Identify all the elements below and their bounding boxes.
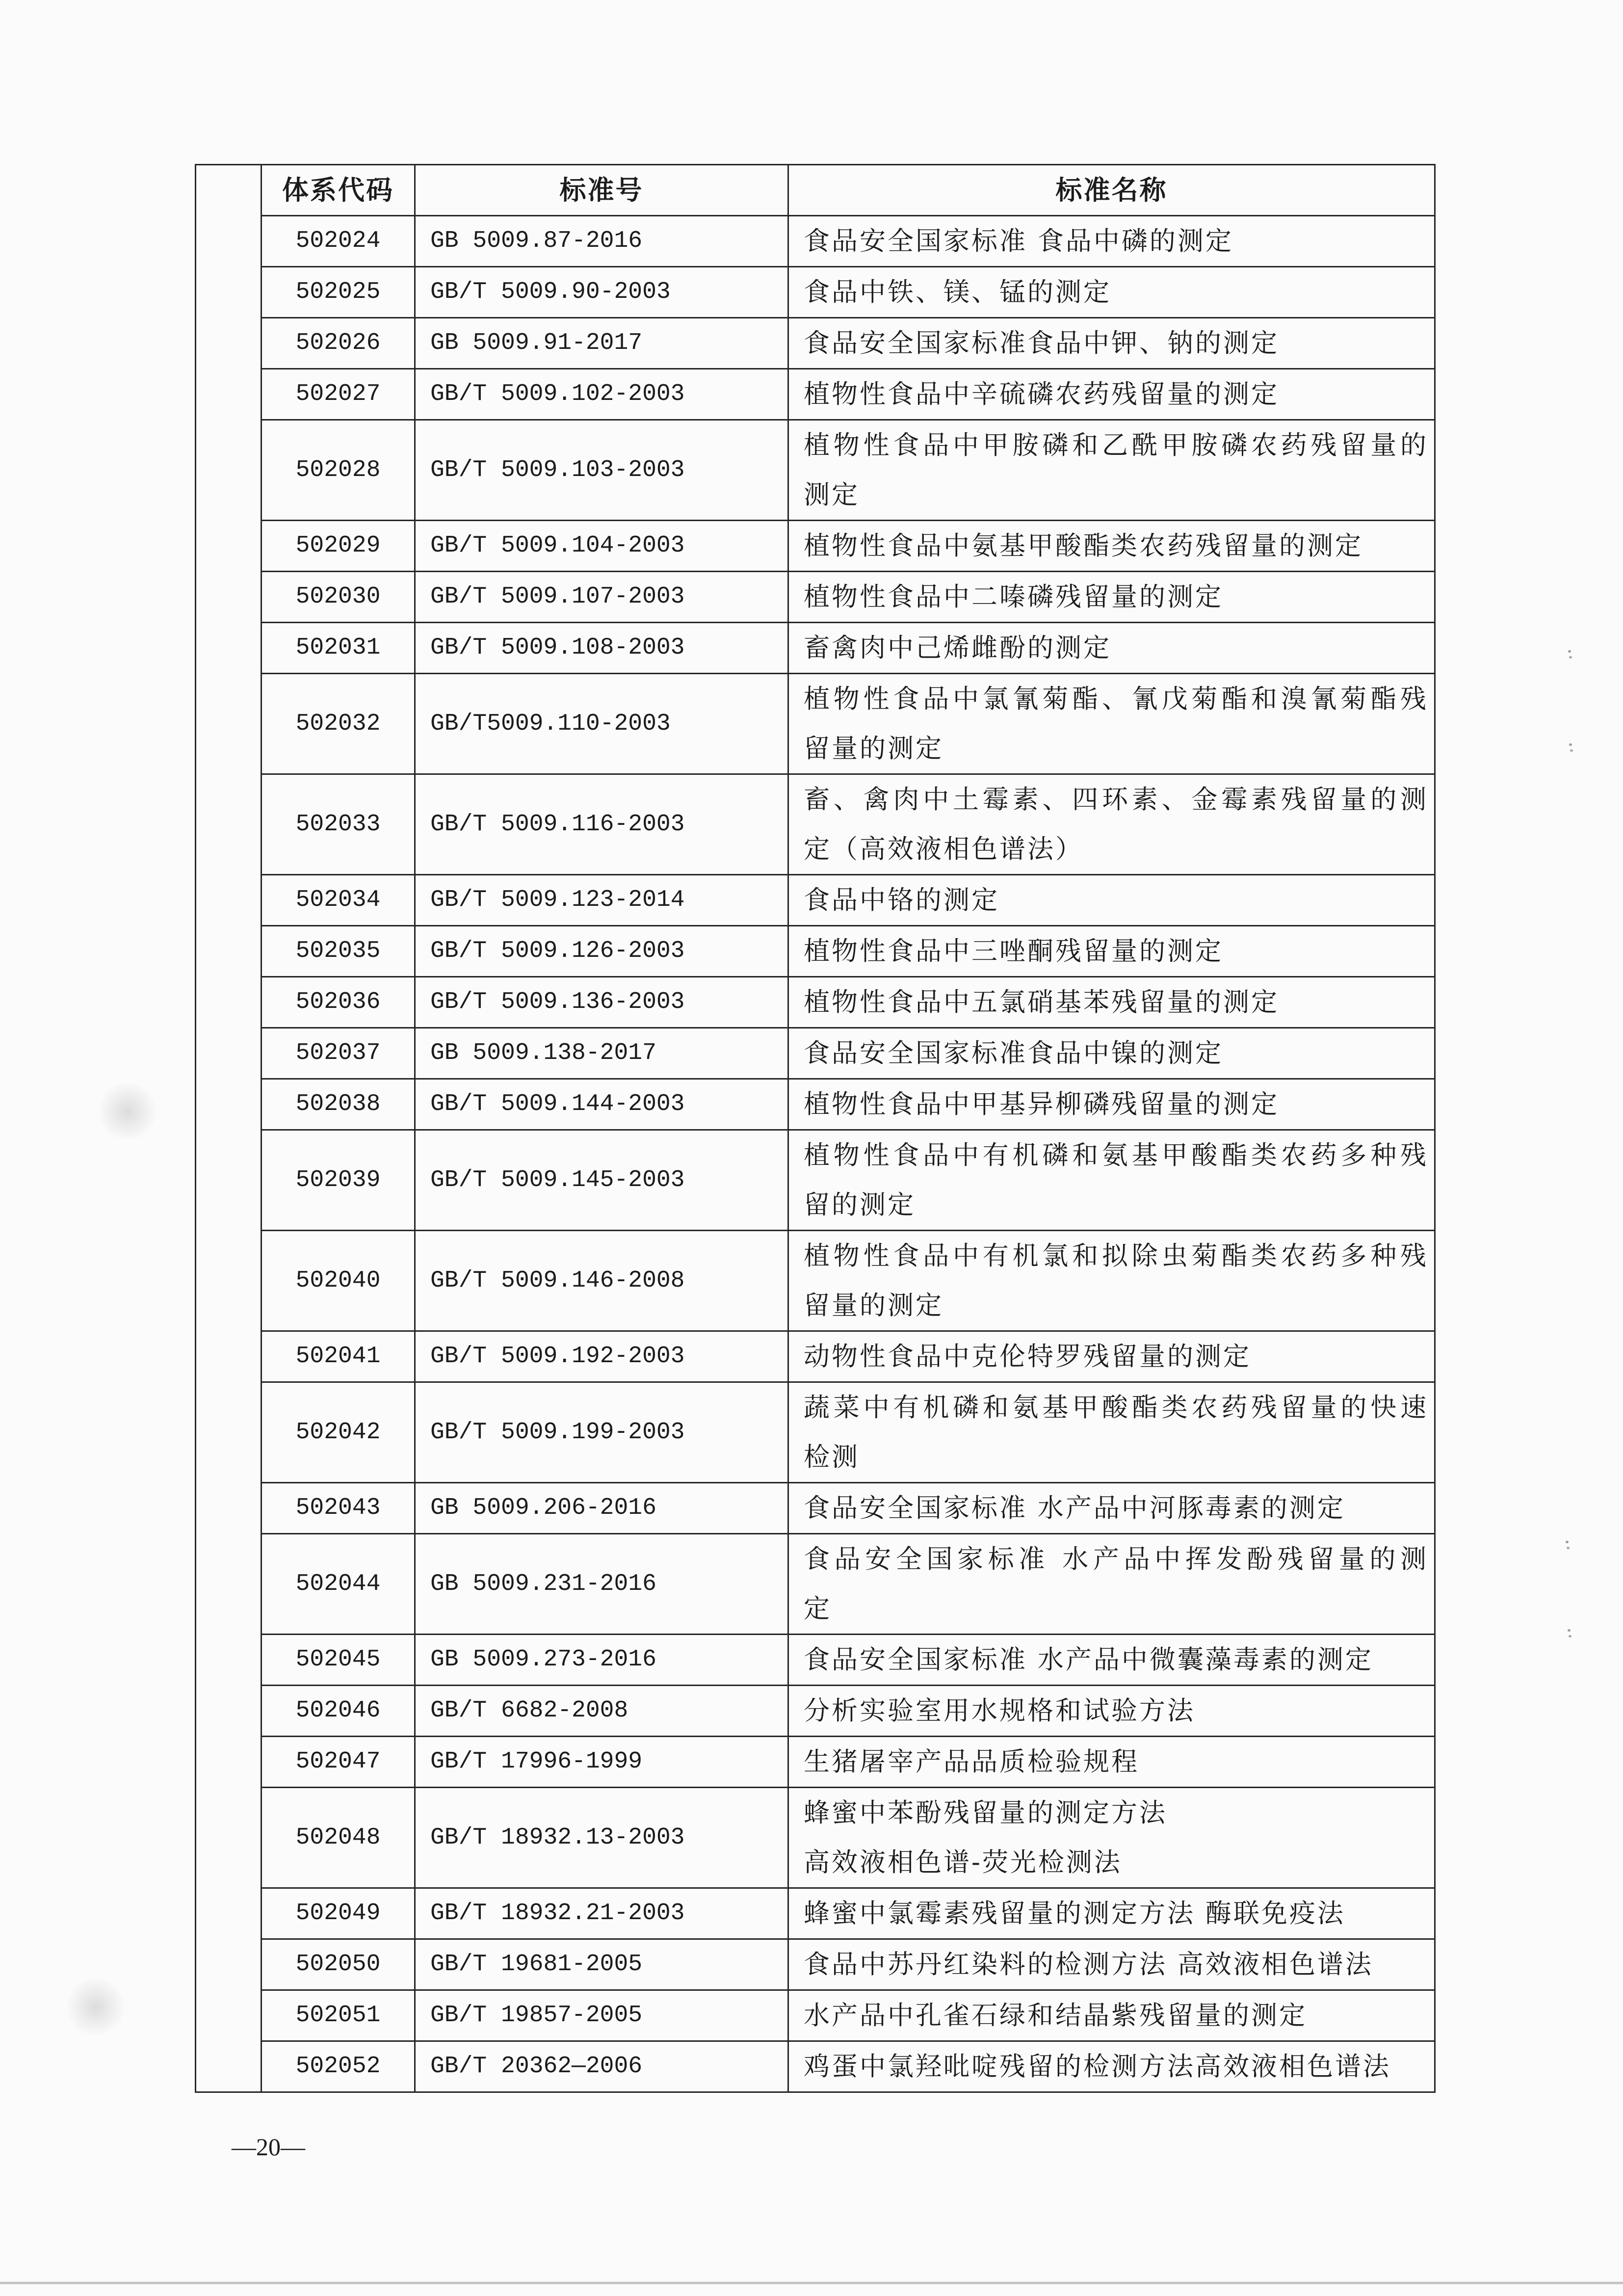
- system-code-cell: 502025: [262, 267, 415, 318]
- table-row: [196, 1130, 1435, 1231]
- system-code-cell: 502028: [262, 420, 415, 521]
- standard-name-line: 测定: [804, 480, 860, 510]
- standard-name-line: 食品安全国家标准 食品中磷的测定: [804, 226, 1233, 256]
- standard-name-line: 定（高效液相色谱法）: [804, 834, 1083, 864]
- system-code-cell: 502039: [262, 1130, 415, 1231]
- merged-category-cell: [196, 165, 262, 2092]
- standard-name-line: 留量的测定: [804, 1291, 943, 1320]
- table-row: [196, 369, 1435, 420]
- system-code-cell: 502042: [262, 1382, 415, 1483]
- standard-name-line: 植物性食品中五氯硝基苯残留量的测定: [804, 987, 1279, 1017]
- standards-table-body: [196, 165, 1435, 2092]
- standard-name-cell: [788, 1534, 1435, 1635]
- standard-number-cell: GB 5009.138-2017: [415, 1028, 788, 1079]
- table-row: [196, 623, 1435, 674]
- standard-name-line: 蜂蜜中苯酚残留量的测定方法: [804, 1798, 1167, 1828]
- system-code-cell: 502036: [262, 977, 415, 1028]
- standard-name-cell: [788, 1939, 1435, 1990]
- standard-number-cell: GB/T 6682-2008: [415, 1686, 788, 1737]
- table-row: [196, 1483, 1435, 1534]
- standard-name-line: 食品中苏丹红染料的检测方法 高效液相色谱法: [804, 1950, 1373, 1979]
- standard-name-line: 蜂蜜中氯霉素残留量的测定方法 酶联免疫法: [804, 1899, 1345, 1928]
- standard-number-cell: GB 5009.273-2016: [415, 1635, 788, 1686]
- table-row: [196, 267, 1435, 318]
- standard-name-line: 食品安全国家标准食品中镍的测定: [804, 1038, 1223, 1068]
- header-standard-number: 标准号: [415, 165, 788, 216]
- standard-number-cell: GB/T 5009.126-2003: [415, 926, 788, 977]
- standard-name-line: 检测: [804, 1442, 860, 1472]
- system-code-cell: 502045: [262, 1635, 415, 1686]
- standard-name-cell: [788, 216, 1435, 267]
- standard-name-line: 动物性食品中克伦特罗残留量的测定: [804, 1342, 1251, 1372]
- system-code-cell: 502030: [262, 572, 415, 623]
- standard-name-line: 水产品中孔雀石绿和结晶紫残留量的测定: [804, 2001, 1307, 2031]
- system-code-cell: 502031: [262, 623, 415, 674]
- standard-number-cell: GB/T 5009.192-2003: [415, 1331, 788, 1382]
- system-code-cell: 502027: [262, 369, 415, 420]
- standard-name-cell: [788, 1635, 1435, 1686]
- header-system-code: 体系代码: [262, 165, 415, 216]
- system-code-cell: 502048: [262, 1788, 415, 1888]
- system-code-cell: 502035: [262, 926, 415, 977]
- standard-number-cell: GB/T 20362—2006: [415, 2041, 788, 2092]
- standard-name-line: 定: [804, 1594, 832, 1624]
- standard-name-line: 留量的测定: [804, 734, 943, 764]
- table-row: [196, 1788, 1435, 1888]
- system-code-cell: 502050: [262, 1939, 415, 1990]
- standard-number-cell: GB/T 17996-1999: [415, 1737, 788, 1788]
- table-row: [196, 1028, 1435, 1079]
- standard-number-cell: GB/T 5009.123-2014: [415, 875, 788, 926]
- standard-name-line: 畜、禽肉中土霉素、四环素、金霉素残留量的测: [804, 785, 1428, 815]
- system-code-cell: 502046: [262, 1686, 415, 1737]
- table-row: [196, 1331, 1435, 1382]
- standard-number-cell: GB/T 5009.102-2003: [415, 369, 788, 420]
- standard-name-cell: [788, 420, 1435, 521]
- system-code-cell: 502052: [262, 2041, 415, 2092]
- standard-name-line: 食品中铁、镁、锰的测定: [804, 277, 1111, 307]
- table-row: [196, 216, 1435, 267]
- table-row: [196, 1737, 1435, 1788]
- standard-name-cell: [788, 1331, 1435, 1382]
- standard-name-cell: [788, 267, 1435, 318]
- standard-name-line: 生猪屠宰产品品质检验规程: [804, 1747, 1139, 1777]
- scan-mark: [1566, 1541, 1569, 1543]
- standard-number-cell: GB 5009.206-2016: [415, 1483, 788, 1534]
- system-code-cell: 502033: [262, 774, 415, 875]
- standard-name-cell: [788, 774, 1435, 875]
- system-code-cell: 502040: [262, 1231, 415, 1331]
- system-code-cell: 502047: [262, 1737, 415, 1788]
- standard-name-line: 植物性食品中甲基异柳磷残留量的测定: [804, 1089, 1279, 1119]
- standard-number-cell: GB/T 5009.116-2003: [415, 774, 788, 875]
- system-code-cell: 502029: [262, 521, 415, 572]
- standard-number-cell: GB/T5009.110-2003: [415, 674, 788, 774]
- standard-name-cell: [788, 875, 1435, 926]
- table-row: [196, 774, 1435, 875]
- standard-number-cell: GB/T 18932.13-2003: [415, 1788, 788, 1888]
- system-code-cell: 502051: [262, 1990, 415, 2041]
- standard-number-cell: GB/T 5009.108-2003: [415, 623, 788, 674]
- standard-name-line: 分析实验室用水规格和试验方法: [804, 1696, 1195, 1726]
- table-row: [196, 1534, 1435, 1635]
- standard-name-line: 植物性食品中有机氯和拟除虫菊酯类农药多种残: [804, 1241, 1428, 1271]
- standard-name-cell: [788, 1686, 1435, 1737]
- page-number: —20—: [232, 2133, 305, 2161]
- standard-name-line: 植物性食品中有机磷和氨基甲酸酯类农药多种残: [804, 1140, 1428, 1170]
- standard-name-line: 食品安全国家标准 水产品中河豚毒素的测定: [804, 1493, 1345, 1523]
- header-standard-name: 标准名称: [788, 165, 1435, 216]
- standard-name-cell: [788, 623, 1435, 674]
- standard-name-line: 食品安全国家标准 水产品中微囊藻毒素的测定: [804, 1645, 1373, 1675]
- standard-name-line: 畜禽肉中己烯雌酚的测定: [804, 633, 1111, 663]
- table-row: [196, 977, 1435, 1028]
- standard-name-cell: [788, 2041, 1435, 2092]
- table-header-row: [196, 165, 1435, 216]
- table-row: [196, 318, 1435, 369]
- table-row: [196, 1079, 1435, 1130]
- table-row: [196, 1382, 1435, 1483]
- standard-number-cell: GB/T 5009.104-2003: [415, 521, 788, 572]
- scan-smudge: [98, 1082, 157, 1141]
- standards-table: [195, 164, 1436, 2093]
- system-code-cell: 502043: [262, 1483, 415, 1534]
- standard-name-cell: [788, 926, 1435, 977]
- system-code-cell: 502034: [262, 875, 415, 926]
- system-code-cell: 502049: [262, 1888, 415, 1939]
- standard-name-line: 食品安全国家标准食品中钾、钠的测定: [804, 328, 1279, 358]
- standard-name-cell: [788, 1788, 1435, 1888]
- system-code-cell: 502037: [262, 1028, 415, 1079]
- standard-name-line: 植物性食品中氯氰菊酯、氰戊菊酯和溴氰菊酯残: [804, 684, 1428, 714]
- standard-name-line: 食品安全国家标准 水产品中挥发酚残留量的测: [804, 1544, 1428, 1574]
- scan-smudge: [66, 1978, 125, 2036]
- standard-name-line: 蔬菜中有机磷和氨基甲酸酯类农药残留量的快速: [804, 1393, 1428, 1423]
- standard-name-cell: [788, 1028, 1435, 1079]
- system-code-cell: 502032: [262, 674, 415, 774]
- standard-name-cell: [788, 1231, 1435, 1331]
- standard-name-cell: [788, 977, 1435, 1028]
- standard-number-cell: GB/T 5009.146-2008: [415, 1231, 788, 1331]
- table-row: [196, 1635, 1435, 1686]
- standard-name-cell: [788, 1130, 1435, 1231]
- standard-name-cell: [788, 1990, 1435, 2041]
- standard-name-cell: [788, 521, 1435, 572]
- standard-name-cell: [788, 1737, 1435, 1788]
- standard-number-cell: GB/T 5009.136-2003: [415, 977, 788, 1028]
- standard-name-cell: [788, 369, 1435, 420]
- table-row: [196, 1939, 1435, 1990]
- standard-name-cell: [788, 674, 1435, 774]
- scan-edge: [0, 2282, 1623, 2284]
- standard-number-cell: GB 5009.91-2017: [415, 318, 788, 369]
- standard-name-line: 植物性食品中辛硫磷农药残留量的测定: [804, 379, 1279, 409]
- standard-number-cell: GB/T 18932.21-2003: [415, 1888, 788, 1939]
- table-row: [196, 1888, 1435, 1939]
- standard-name-line: 植物性食品中三唑酮残留量的测定: [804, 936, 1223, 966]
- standard-name-line: 鸡蛋中氯羟吡啶残留的检测方法高效液相色谱法: [804, 2052, 1391, 2082]
- system-code-cell: 502026: [262, 318, 415, 369]
- standard-name-line: 食品中铬的测定: [804, 885, 999, 915]
- standard-name-cell: [788, 1483, 1435, 1534]
- standard-name-line: 植物性食品中甲胺磷和乙酰甲胺磷农药残留量的: [804, 430, 1428, 460]
- standard-number-cell: GB/T 5009.90-2003: [415, 267, 788, 318]
- standard-name-cell: [788, 572, 1435, 623]
- standard-number-cell: GB 5009.87-2016: [415, 216, 788, 267]
- standard-name-line: 高效液相色谱-荧光检测法: [804, 1847, 1122, 1877]
- standard-number-cell: GB/T 19857-2005: [415, 1990, 788, 2041]
- table-row: [196, 521, 1435, 572]
- standard-name-cell: [788, 318, 1435, 369]
- system-code-cell: 502038: [262, 1079, 415, 1130]
- standard-name-cell: [788, 1079, 1435, 1130]
- table-row: [196, 875, 1435, 926]
- table-row: [196, 572, 1435, 623]
- standard-name-cell: [788, 1888, 1435, 1939]
- standard-number-cell: GB/T 5009.107-2003: [415, 572, 788, 623]
- standard-number-cell: GB 5009.231-2016: [415, 1534, 788, 1635]
- table-row: [196, 674, 1435, 774]
- standard-name-line: 植物性食品中二嗪磷残留量的测定: [804, 582, 1223, 612]
- system-code-cell: 502044: [262, 1534, 415, 1635]
- scan-mark: [1568, 1629, 1571, 1632]
- standard-number-cell: GB/T 5009.103-2003: [415, 420, 788, 521]
- system-code-cell: 502041: [262, 1331, 415, 1382]
- standard-number-cell: GB/T 5009.144-2003: [415, 1079, 788, 1130]
- standard-name-line: 植物性食品中氨基甲酸酯类农药残留量的测定: [804, 531, 1363, 561]
- table-row: [196, 2041, 1435, 2092]
- system-code-cell: 502024: [262, 216, 415, 267]
- standard-name-line: 留的测定: [804, 1190, 916, 1220]
- table-row: [196, 1686, 1435, 1737]
- scan-mark: [1568, 650, 1571, 653]
- standard-number-cell: GB/T 5009.145-2003: [415, 1130, 788, 1231]
- standard-name-cell: [788, 1382, 1435, 1483]
- standard-number-cell: GB/T 19681-2005: [415, 1939, 788, 1990]
- standard-number-cell: GB/T 5009.199-2003: [415, 1382, 788, 1483]
- table-row: [196, 1231, 1435, 1331]
- table-row: [196, 420, 1435, 521]
- table-row: [196, 1990, 1435, 2041]
- scan-mark: [1569, 743, 1572, 746]
- table-row: [196, 926, 1435, 977]
